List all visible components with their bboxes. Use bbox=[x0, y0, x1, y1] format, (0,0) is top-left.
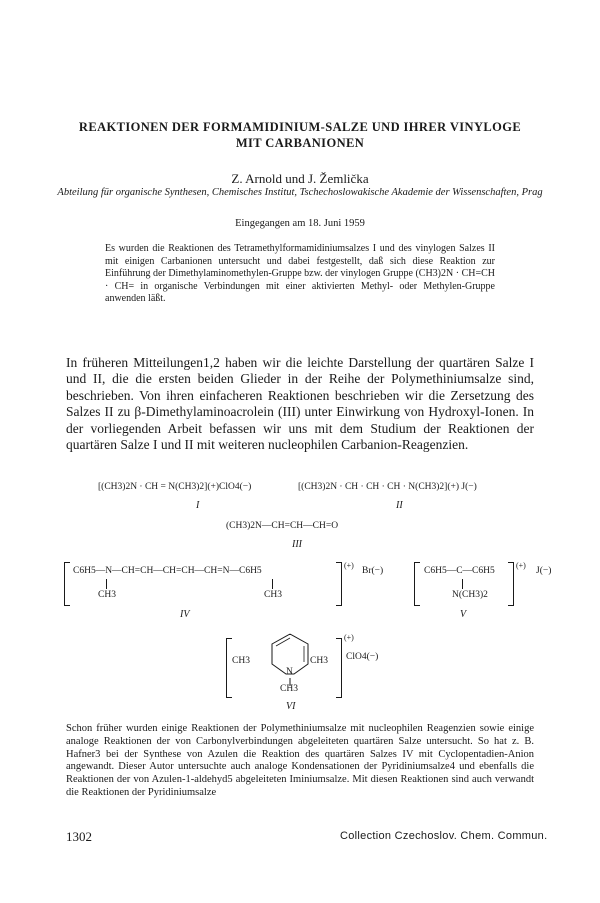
title-line-2: MIT CARBANIONEN bbox=[235, 136, 365, 150]
bond-V bbox=[462, 579, 463, 589]
journal-name: Collection Czechoslov. Chem. Commun. bbox=[340, 830, 548, 842]
formula-VI-right: CH3 bbox=[310, 656, 328, 666]
bond-IV-right bbox=[272, 579, 273, 589]
formula-VI-N: N bbox=[286, 667, 293, 677]
body-paragraph-2: Schon früher wurden einige Reaktionen der Polymethiniumsalze mit nucleophilen Reagenzien sowie einige analoge Reaktionen der von Carbonylverbindungen abgeleiteten quartären Salze untersucht. So hat z. B. Hafner3 bei der Synthese von Azulen die Reaktion des quartären Salzes IV mit Cyclopentadien-Anion angewandt. Dieser Autor untersuchte auch analoge Kondensationen der Pyridiniumsalze4 und ebenfalls die Reaktionen der von Azulen-1-aldehyd5 abgeleiteten Iminiumsalze. Mit diesen Reaktionen sind auch verwandt die Reaktionen der Pyridiniumsalze bbox=[66, 723, 534, 798]
anion-VI: ClO4(−) bbox=[346, 652, 379, 662]
label-I: I bbox=[196, 500, 200, 511]
anion-IV: Br(−) bbox=[362, 566, 384, 576]
label-III: III bbox=[292, 539, 302, 550]
formula-V-main: C6H5—C—C6H5 bbox=[424, 566, 495, 576]
formula-IV-main: C6H5—N—CH=CH—CH=CH—CH=N—C6H5 bbox=[73, 566, 262, 576]
formula-VI-left: CH3 bbox=[232, 656, 250, 666]
formula-IV-sub-right: CH3 bbox=[264, 590, 282, 600]
anion-V: J(−) bbox=[536, 566, 552, 576]
bracket-left-IV bbox=[64, 562, 70, 606]
affiliation: Abteilung für organische Synthesen, Chemisches Institut, Tschechoslowakische Akademie der Wissenschaften, Prag bbox=[57, 187, 543, 198]
formula-IV-sub-left: CH3 bbox=[98, 590, 116, 600]
label-VI: VI bbox=[286, 701, 296, 712]
charge-IV: (+) bbox=[344, 561, 354, 570]
charge-V: (+) bbox=[516, 561, 526, 570]
formula-VI-sub: CH3 bbox=[280, 684, 298, 694]
formula-II: [(CH3)2N · CH · CH · CH · N(CH3)2](+) J(−) bbox=[298, 482, 477, 492]
charge-VI: (+) bbox=[344, 633, 354, 642]
authors: Z. Arnold und J. Žemlička bbox=[231, 171, 369, 186]
bond-IV-left bbox=[106, 579, 107, 589]
formula-I: [(CH3)2N · CH = N(CH3)2](+)ClO4(−) bbox=[98, 482, 252, 492]
bracket-left-V bbox=[414, 562, 420, 606]
intro-paragraph: In früheren Mitteilungen1,2 haben wir die leichte Darstellung der quartären Salze I und II, die die ersten beiden Glieder in der Reihe der Polymethiniumsalze sind, beschrieben. Von ihren einfacheren Reaktionen beschrieben wir die Zersetzung des Salzes II zu β-Dimethylaminoacrolein (III) unter Einwirkung von Hydroxyl-Ionen. In der vorliegenden Arbeit befassen wir uns mit dem Studium der Reaktionen der quartären Salze I und II mit weiteren nucleophilen Carbanion-Reagenzien. bbox=[66, 355, 534, 453]
formula-III: (CH3)2N—CH=CH—CH=O bbox=[226, 521, 339, 531]
label-IV: IV bbox=[180, 609, 190, 620]
abstract: Es wurden die Reaktionen des Tetramethylformamidiniumsalzes I und des vinylogen Salzes II mit einigen Carbanionen untersucht und dabei festgestellt, daß sich diese Reaktion zur Einführung der Dimethylaminomethylen-Gruppe bzw. der vinylogen Gruppe (CH3)2N · CH=CH · CH= in organische Verbindungen mit einer aktivierten Methyl- oder Methylen-Gruppe anwenden läßt. bbox=[105, 243, 495, 305]
bracket-left-VI bbox=[226, 638, 232, 698]
article-title bbox=[20, 119, 580, 151]
label-II: II bbox=[396, 500, 403, 511]
label-V: V bbox=[460, 609, 467, 620]
bracket-right-V bbox=[508, 562, 514, 606]
page-number: 1302 bbox=[66, 829, 92, 844]
formula-V-sub: N(CH3)2 bbox=[452, 590, 488, 600]
title-line-1: REAKTIONEN DER FORMAMIDINIUM-SALZE UND IHRER VINYLOGE bbox=[78, 120, 522, 134]
received-date: Eingegangen am 18. Juni 1959 bbox=[235, 218, 365, 229]
bracket-right-VI bbox=[336, 638, 342, 698]
bracket-right-IV bbox=[336, 562, 342, 606]
